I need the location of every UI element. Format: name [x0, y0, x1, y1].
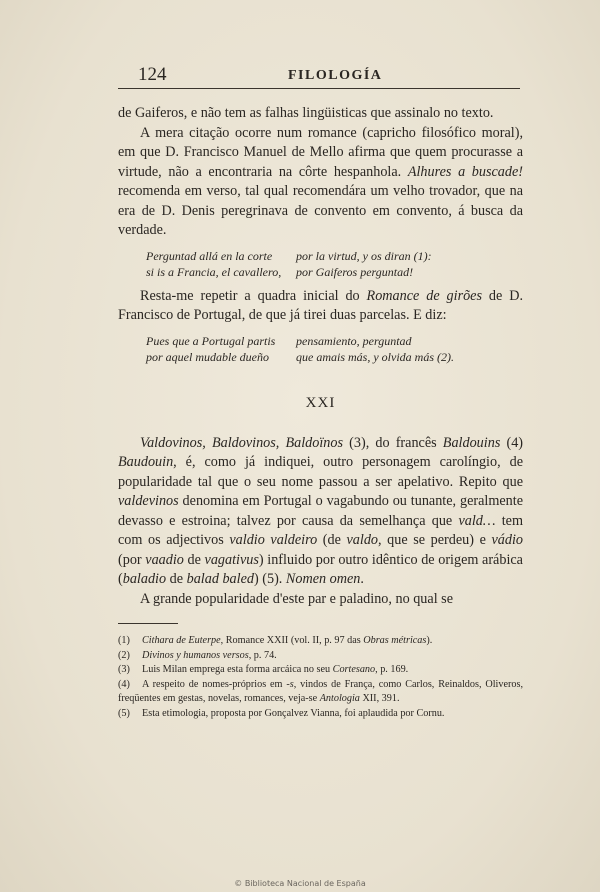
page-number: 124	[138, 64, 167, 85]
verse-quote-2	[146, 333, 523, 365]
page-body	[118, 104, 523, 721]
footnote-3-number: (3)	[118, 664, 130, 675]
p4-text-f: (de	[317, 532, 347, 548]
footnote-1-number: (1)	[118, 635, 130, 646]
paragraph-4	[118, 434, 523, 590]
p4-text-c: , é, como já indiquei, outro personagem carolíngio, de popularidade tal que o seu nome passou a ser apelativo. Repito que	[118, 454, 523, 490]
footnote-1	[118, 634, 523, 649]
paragraph-2-quote: Alhures a buscade!	[407, 163, 523, 180]
verse-1-line-2	[146, 264, 523, 280]
footnote-4-em-1: s	[289, 678, 294, 690]
verse-quote-1	[146, 248, 523, 280]
p4-text-b: (4)	[500, 434, 524, 451]
footnote-1-em-2: Obras métricas	[363, 635, 427, 646]
footnote-5-text-a: Esta etimologia, proposta por Gonçalvez Vianna, foi aplaudida por Cornu.	[142, 707, 445, 719]
verse-1-line-1	[146, 248, 523, 264]
verse-2-line-2-left: por aquel mudable dueño	[146, 349, 269, 364]
p4-em-8: vádio	[491, 532, 523, 548]
footnote-4-text-a: A respeito de nomes-próprios em -	[142, 678, 290, 690]
p4-text-i: de	[183, 551, 205, 568]
footnote-2-text-a: , p. 74.	[248, 649, 277, 661]
footnote-divider	[118, 623, 178, 624]
verse-1-line-1-left: Perguntad allá en la corte	[146, 248, 273, 263]
footnote-4-text-b: , vindos de França, como Carlos, Reinaldos, Oliveros, freqüentes em gestas, novelas, romances, veja-se	[118, 678, 523, 704]
p4-em-11: baladio	[122, 571, 167, 587]
footnote-3	[118, 663, 523, 678]
paragraph-3-text-a: Resta-me repetir a quadra inicial do	[140, 287, 367, 304]
verse-2-line-2-right: que amais más, y olvida más (2).	[296, 349, 454, 364]
p4-em-2: Baldouins	[442, 434, 501, 451]
paragraph-5: A grande popularidade d'este par e paladino, no qual se	[140, 590, 453, 607]
verse-2-line-2	[146, 349, 523, 365]
verse-2-line-1-right: pensamiento, perguntad	[296, 333, 412, 348]
verse-1-line-1-right: por la virtud, y os diran (1):	[296, 248, 432, 263]
p4-em-6: valdio valdeiro	[229, 532, 318, 548]
footnote-3-text-b: , p. 169.	[375, 664, 409, 675]
p4-em-10: vagativus	[204, 551, 259, 568]
paragraph-2-text-a: A mera citação ocorre num romance (capricho filosófico moral), em que D. Francisco Manuel de Mello afirma que quem procurasse a virtude, não a encontraria na côrte hespanhola.	[118, 124, 523, 180]
p4-text-h: (por	[118, 551, 146, 568]
footnote-4-em-2: Antologia	[319, 693, 360, 704]
p4-em-7: valdo	[346, 532, 379, 548]
verse-2-line-1	[146, 333, 523, 349]
p4-text-m: .	[360, 571, 364, 587]
p4-em-4: valdevinos	[118, 493, 179, 509]
p4-text-g: , que se perdeu) e	[378, 532, 492, 548]
footnote-2	[118, 649, 523, 664]
p4-em-3: Baudouin	[118, 454, 174, 470]
p4-em-5: vald…	[458, 512, 496, 529]
verse-1-line-2-right: por Gaiferos perguntad!	[296, 264, 414, 279]
p4-em-9: vaadio	[145, 551, 184, 568]
footnote-1-text-a: , Romance XXII (vol. II, p. 97 das	[220, 635, 364, 646]
p4-text-a: (3), do francês	[343, 434, 443, 451]
p4-text-j: ) influido por outro idêntico de origem arábica (	[118, 551, 523, 587]
paragraph-2-text-b: recomenda em verso, tal qual recomendára um velho trovador, que na era de D. Denis peregrinava de convento em convento, á busca da verdade.	[118, 183, 523, 238]
paragraph-1: de Gaiferos, e não tem as falhas lingüisticas que assinalo no texto.	[118, 105, 494, 121]
paragraph-3-title: Romance de girões	[366, 287, 482, 304]
p4-text-l: ) (5).	[253, 571, 286, 587]
verse-1-line-2-left: si is a Francia, el cavallero,	[146, 264, 282, 279]
running-head: FILOLOGÍA	[288, 68, 383, 83]
footnote-2-em-1: Divinos y humanos versos	[142, 649, 249, 661]
footnotes	[118, 634, 523, 721]
library-credit: © Biblioteca Nacional de España	[234, 879, 366, 888]
p4-em-13: Nomen omen	[285, 571, 361, 587]
footnote-3-text-a: Luis Milan emprega esta forma arcáica no seu	[142, 664, 333, 675]
footnote-3-em-1: Cortesano	[332, 664, 376, 675]
p4-em-1: Valdovinos, Baldovinos, Baldoïnos	[140, 434, 344, 451]
footnote-5-number: (5)	[118, 707, 130, 719]
section-heading: XXI	[305, 394, 336, 411]
footnote-1-em-1: Cithara de Euterpe	[142, 635, 221, 646]
p4-text-k: de	[166, 571, 187, 587]
paragraph-2	[118, 124, 523, 241]
footnote-1-text-b: ).	[426, 635, 433, 646]
verse-2-line-1-left: Pues que a Portugal partis	[146, 333, 276, 348]
p4-em-12: balad baled	[186, 571, 254, 587]
footnote-4	[118, 678, 523, 707]
p4-text-e: tem com os adjectivos	[118, 512, 524, 548]
footnote-5	[118, 707, 523, 722]
page-header	[118, 62, 520, 89]
paragraph-3	[118, 287, 523, 326]
footnote-2-number: (2)	[118, 649, 130, 661]
p4-text-d: denomina em Portugal o vagabundo ou tunante, geralmente devasso e estroina; talvez por causa da semelhança que	[118, 493, 523, 529]
footnote-4-text-c: XII, 391.	[359, 693, 400, 704]
paragraph-3-text-b: de D. Francisco de Portugal, de que já tirei duas parcelas. E diz:	[118, 287, 523, 323]
footnote-4-number: (4)	[118, 678, 130, 690]
